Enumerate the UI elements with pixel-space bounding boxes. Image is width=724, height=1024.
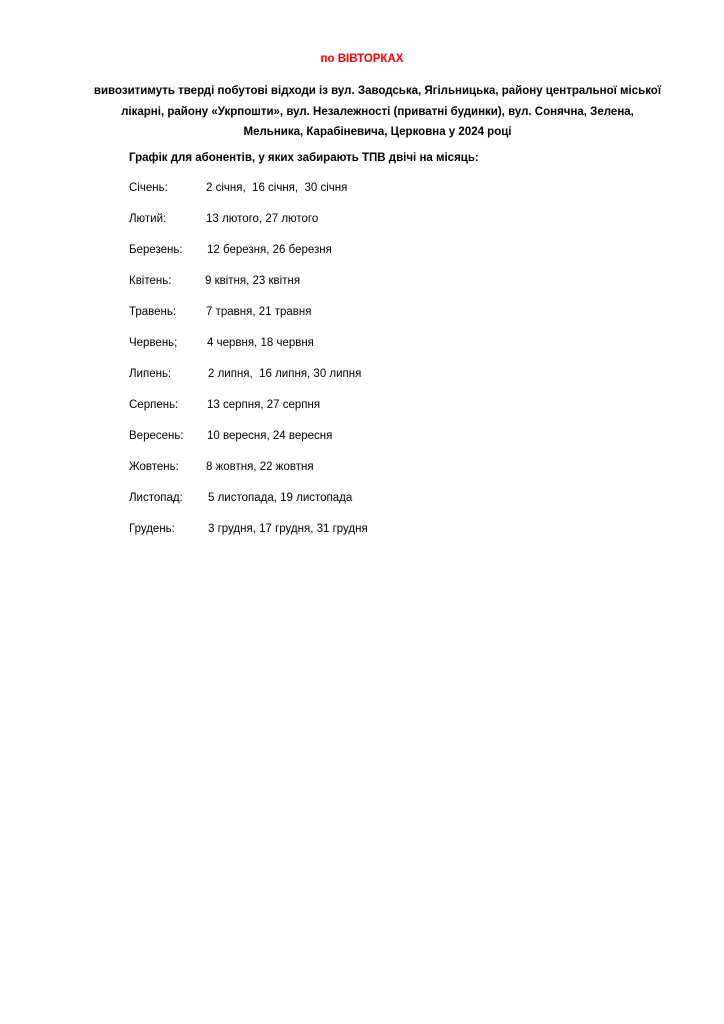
pickup-dates: 13 серпня, 27 серпня <box>207 399 321 411</box>
pickup-dates: 7 травня, 21 травня <box>206 306 312 318</box>
month-label: Березень: <box>129 244 183 256</box>
intro-line: лікарні, району «Укрпошти», вул. Незалежності (приватні будинки), вул. Сонячна, Зелена, <box>121 105 634 118</box>
schedule-row-april <box>129 275 301 306</box>
schedule-row-march <box>129 244 332 275</box>
schedule-row-july <box>129 368 362 399</box>
month-label: Лютий: <box>129 213 167 225</box>
month-label: Травень: <box>129 306 177 318</box>
schedule-row-february <box>129 213 319 244</box>
intro-paragraph <box>80 81 675 143</box>
month-label: Липень: <box>129 368 172 380</box>
month-label: Листопад: <box>129 492 183 504</box>
schedule-row-november <box>129 492 353 523</box>
month-label: Грудень: <box>129 523 175 535</box>
pickup-dates: 10 вересня, 24 вересня <box>207 430 333 442</box>
schedule-heading: Графік для абонентів, у яких забирають ТПВ двічі на місяць: <box>129 152 479 164</box>
pickup-dates: 2 липня, 16 липня, 30 липня <box>208 368 362 380</box>
pickup-dates: 4 червня, 18 червня <box>207 337 314 349</box>
pickup-dates: 5 листопада, 19 листопада <box>208 492 353 504</box>
month-label: Квітень: <box>129 275 172 287</box>
schedule-row-august <box>129 399 321 430</box>
schedule-row-may <box>129 306 312 337</box>
month-label: Жовтень: <box>129 461 179 473</box>
pickup-dates: 12 березня, 26 березня <box>207 244 332 256</box>
intro-line: Мельника, Карабіневича, Церковна у 2024 році <box>243 126 512 138</box>
pickup-dates: 8 жовтня, 22 жовтня <box>206 461 314 473</box>
schedule-row-january <box>129 182 348 213</box>
intro-line: вивозитимуть тверді побутові відходи із вул. Заводська, Ягільницька, району центральної міської <box>93 85 662 97</box>
pickup-dates: 9 квітня, 23 квітня <box>205 275 301 287</box>
month-label: Червень; <box>129 337 178 349</box>
schedule-row-october <box>129 461 314 492</box>
month-label: Січень: <box>129 182 168 194</box>
pickup-dates: 2 січня, 16 січня, 30 січня <box>206 182 348 194</box>
pickup-dates: 3 грудня, 17 грудня, 31 грудня <box>208 523 368 535</box>
schedule-row-june <box>129 337 314 368</box>
schedule-row-september <box>129 430 333 461</box>
pickup-dates: 13 лютого, 27 лютого <box>206 213 319 225</box>
schedule-list <box>129 182 368 554</box>
document-title: по ВІВТОРКАХ <box>320 53 404 65</box>
month-label: Серпень: <box>129 399 179 411</box>
month-label: Вересень: <box>129 430 184 442</box>
schedule-row-december <box>129 523 368 554</box>
